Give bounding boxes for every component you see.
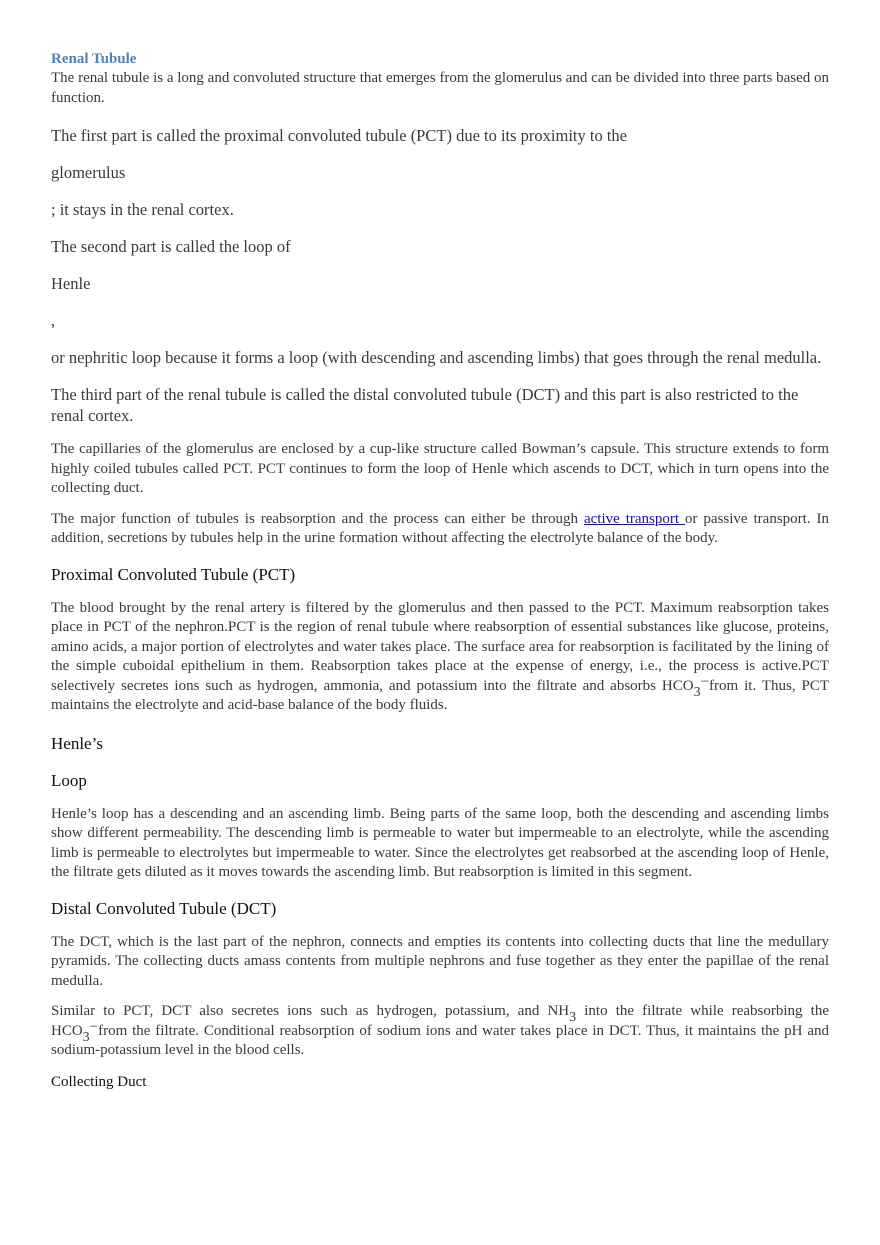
intro-paragraph: The renal tubule is a long and convoluted structure that emerges from the glomerulus and can be divided into three parts based on function. <box>51 70 829 106</box>
similar-paragraph <box>51 1002 829 1061</box>
section-title: Renal Tubule <box>51 51 137 67</box>
nephritic-paragraph: or nephritic loop because it forms a loop (with descending and ascending limbs) that goes through the renal medulla. <box>51 348 822 367</box>
similar-text-1: Similar to PCT, DCT also secretes ions such as hydrogen, potassium, and NH <box>51 1003 570 1019</box>
pct-charge: − <box>700 673 710 690</box>
third-part-paragraph: The third part of the renal tubule is called the distal convoluted tubule (DCT) and this part is also restricted to the renal cortex. <box>51 385 799 425</box>
active-transport-link[interactable]: active transport <box>583 510 685 527</box>
glomerulus-line: glomerulus <box>51 163 126 182</box>
function-paragraph <box>51 510 829 549</box>
dct-heading: Distal Convoluted Tubule (DCT) <box>51 898 277 918</box>
pct-text: The blood brought by the renal artery is filtered by the glomerulus and then passed to the PCT. Maximum reabsorption takes place in PCT of the nephron.PCT is the region of renal tubule where reabsorption of essential substances like glucose, proteins, amino acids, a major portion of electrolytes and water takes place. The surface area for reabsorption is facilitated by the lining of the simple cuboidal epithelium in them. Reabsorption takes place at the expense of energy, i.e., the process is active.PCT selectively secretes ions such as hydrogen, ammonia, and potassium into the filtrate and absorbs HCO <box>51 599 829 694</box>
pct-subscript: 3 <box>693 684 701 700</box>
hco3-charge: − <box>89 1018 99 1035</box>
pct-text-after: from it. Thus, PCT maintains the electrolyte and acid-base balance of the body fluids. <box>51 677 830 713</box>
dct-paragraph: The DCT, which is the last part of the nephron, connects and empties its contents into collecting ducts that line the medullary pyramids. The collecting ducts amass contents from multiple nephrons and fuse together as they enter the papillae of the renal medulla. <box>51 933 829 989</box>
function-text-after: or passive transport. In addition, secretions by tubules help in the urine formation without affecting the electrolyte balance of the body. <box>51 510 830 546</box>
first-part-paragraph: The first part is called the proximal convoluted tubule (PCT) due to its proximity to the <box>51 126 628 145</box>
pct-paragraph <box>51 599 829 716</box>
pct-heading: Proximal Convoluted Tubule (PCT) <box>51 564 296 584</box>
hco3-subscript: 3 <box>82 1029 90 1045</box>
nh3-subscript: 3 <box>569 1010 577 1025</box>
collecting-duct-heading: Collecting Duct <box>51 1073 147 1090</box>
function-text-before: The major function of tubules is reabsorption and the process can either be through <box>51 510 584 527</box>
henles-heading: Henle’s <box>51 733 103 753</box>
similar-text-2: into the filtrate while reabsorbing the HCO <box>51 1003 829 1039</box>
henle-paragraph: Henle’s loop has a descending and an ascending limb. Being parts of the same loop, both the descending and ascending limbs show different permeability. The descending limb is permeable to water but impermeable to an electrolyte, while the ascending limb is permeable to electrolytes but impermeable to water. Since the electrolytes get reabsorbed at the ascending loop of Henle, the filtrate gets diluted as it moves towards the ascending limb. But reabsorption is limited in this segment. <box>51 805 829 880</box>
capillaries-paragraph: The capillaries of the glomerulus are enclosed by a cup-like structure called Bowman’s capsule. This structure extends to form highly coiled tubules called PCT. PCT continues to form the loop of Henle which ascends to DCT, which in turn opens into the collecting duct. <box>51 441 829 496</box>
second-part-line: The second part is called the loop of <box>51 237 291 256</box>
henle-line: Henle <box>51 274 91 293</box>
loop-heading: Loop <box>51 770 87 790</box>
cortex-line: ; it stays in the renal cortex. <box>51 200 234 219</box>
comma-line: , <box>51 311 56 330</box>
similar-text-3: from the filtrate. Conditional reabsorption of sodium ions and water takes place in DCT. Thus, it maintains the pH and sodium-potassium level in the blood cells. <box>51 1022 829 1058</box>
